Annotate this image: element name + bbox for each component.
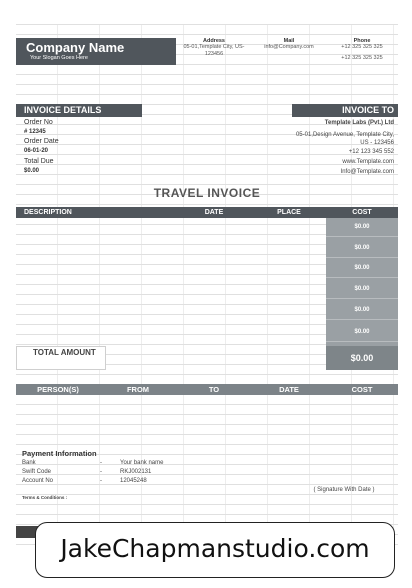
- header-persons: PERSON(S): [37, 385, 79, 394]
- total-due-value: $0.00: [24, 168, 40, 174]
- client-address: 05-01,Design Avenue, Template City, US - 123456: [295, 132, 394, 146]
- invoice-title: TRAVEL INVOICE: [153, 186, 261, 200]
- persons-table-header: [16, 384, 398, 395]
- company-name: Company Name: [26, 40, 125, 55]
- invoice-to-heading: INVOICE TO: [292, 104, 398, 117]
- order-no-value: # 12345: [24, 129, 46, 135]
- bank-label: Bank: [22, 460, 36, 466]
- phone-label: Phone: [353, 38, 371, 44]
- invoice-details-heading: INVOICE DETAILS: [16, 104, 142, 117]
- header-description: DESCRIPTION: [24, 209, 72, 216]
- header-place: PLACE: [277, 209, 301, 216]
- header-date: DATE: [279, 385, 299, 394]
- account-sep: -: [100, 478, 102, 484]
- swift-value: RKJ002131: [120, 469, 152, 475]
- watermark-banner: JakeChapmanstudio.com: [35, 522, 395, 578]
- mail-label: Mail: [283, 38, 295, 44]
- bank-sep: -: [100, 460, 102, 466]
- client-phone: +12 123 345 552: [348, 149, 394, 155]
- cost-cell: $0.00: [326, 239, 398, 258]
- order-date-value: 06-01-20: [24, 148, 49, 154]
- swift-label: Swift Code: [22, 469, 52, 475]
- cost-cell: $0.00: [326, 323, 398, 342]
- swift-sep: -: [100, 469, 102, 475]
- order-date-label: Order Date: [24, 138, 59, 145]
- header-from: FROM: [126, 385, 150, 394]
- mail-value: info@Company.com: [264, 44, 314, 50]
- order-no-label: Order No: [24, 119, 53, 126]
- phone-value-2: +12 325 325 325: [341, 55, 383, 61]
- address-value: 05-01,Template City, US-123456: [183, 44, 245, 57]
- client-email: Info@Template.com: [340, 169, 394, 175]
- account-value: 12045248: [120, 478, 147, 484]
- cost-cell: $0.00: [326, 259, 398, 278]
- cost-cell: $0.00: [326, 218, 398, 237]
- terms-label: Terms & Conditions :: [22, 495, 68, 500]
- client-name: Template Labs (Pvt.) Ltd: [324, 120, 394, 126]
- signature-line: ( Signature With Date ): [313, 487, 375, 493]
- cost-cell: $0.00: [326, 280, 398, 299]
- bank-value: Your bank name: [120, 460, 164, 466]
- client-website: www.Template.com: [342, 159, 394, 165]
- payment-title: Payment Information: [22, 449, 97, 458]
- phone-value-1: +12 325 325 325: [341, 44, 383, 50]
- header-to: TO: [208, 385, 220, 394]
- total-due-label: Total Due: [24, 158, 54, 165]
- address-label: Address: [202, 38, 225, 44]
- cost-cell: $0.00: [326, 301, 398, 320]
- header-cost: COST: [351, 385, 373, 394]
- total-amount-value: $0.00: [326, 346, 398, 370]
- main-table-header: [16, 207, 398, 218]
- company-slogan: Your Slogan Goes Here: [30, 55, 88, 61]
- total-amount-label: TOTAL AMOUNT: [16, 346, 106, 370]
- company-block: [16, 38, 176, 65]
- account-label: Account No: [22, 478, 54, 484]
- header-date: DATE: [204, 209, 224, 216]
- header-cost: COST: [352, 209, 372, 216]
